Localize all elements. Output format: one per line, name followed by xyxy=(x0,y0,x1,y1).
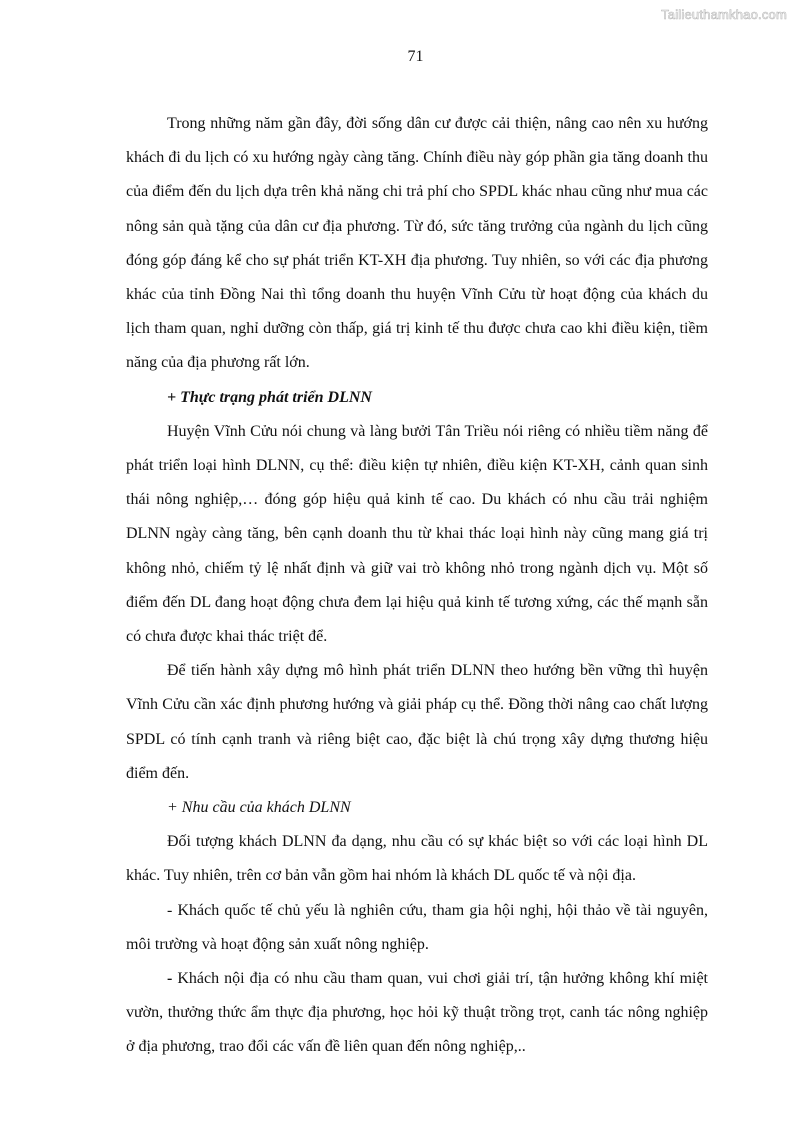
heading-tourist-demand: + Nhu cầu của khách DLNN xyxy=(167,799,351,817)
watermark-text: Tailieuthamkhao.com xyxy=(661,7,787,22)
domestic-tourists-text: Khách nội địa có nhu cầu tham quan, vui chơi giải trí, tận hưởng không khí miệt vườn, thưởng thức ẩm thực địa phương, học hỏi kỹ thuật trồng trọt, canh tác nông nghiệp ở địa phương, trao đổi các vấn đề liên quan đến nông nghiệp,.. xyxy=(126,970,708,1056)
paragraph-international-tourists: - Khách quốc tế chủ yếu là nghiên cứu, tham gia hội nghị, hội thảo về tài nguyên, môi trường và hoạt động sản xuất nông nghiệp. xyxy=(126,901,708,953)
paragraph-sustainable-model: Để tiến hành xây dựng mô hình phát triển DLNN theo hướng bền vững thì huyện Vĩnh Cửu cần xác định phương hướng và giải pháp cụ thể. Đồng thời nâng cao chất lượng SPDL có tính cạnh tranh và riêng biệt cao, đặc biệt là chú trọng xây dựng thương hiệu điểm đến. xyxy=(126,662,708,782)
document-body xyxy=(126,107,708,1065)
paragraph-tourist-types: Đối tượng khách DLNN đa dạng, nhu cầu có sự khác biệt so với các loại hình DL khác. Tuy nhiên, trên cơ bản vẫn gồm hai nhóm là khách DL quốc tế và nội địa. xyxy=(126,833,708,885)
list-dash: - xyxy=(167,970,173,988)
paragraph-tourism-revenue: Trong những năm gần đây, đời sống dân cư được cải thiện, nâng cao nên xu hướng khách đi du lịch có xu hướng ngày càng tăng. Chính điều này góp phần gia tăng doanh thu của điểm đến du lịch dựa trên khả năng chi trả phí cho SPDL khác nhau cũng như mua các nông sản quà tặng của dân cư địa phương. Từ đó, sức tăng trưởng của ngành du lịch cũng đóng góp đáng kể cho sự phát triển KT-XH địa phương. Tuy nhiên, so với các địa phương khác của tỉnh Đồng Nai thì tổng doanh thu huyện Vĩnh Cửu từ hoạt động của khách du lịch tham quan, nghỉ dưỡng còn thấp, giá trị kinh tế thu được chưa cao khi điều kiện, tiềm năng của địa phương rất lớn. xyxy=(126,115,708,372)
paragraph-domestic-tourists xyxy=(126,962,708,1065)
paragraph-development-potential: Huyện Vĩnh Cửu nói chung và làng bưởi Tân Triều nói riêng có nhiều tiềm năng để phát triển loại hình DLNN, cụ thể: điều kiện tự nhiên, điều kiện KT-XH, cảnh quan sinh thái nông nghiệp,… đóng góp hiệu quả kinh tế cao. Du khách có nhu cầu trải nghiệm DLNN ngày càng tăng, bên cạnh doanh thu từ khai thác loại hình này cũng mang giá trị không nhỏ, chiếm tỷ lệ nhất định và giữ vai trò không nhỏ trong ngành dịch vụ. Một số điểm đến DL đang hoạt động chưa đem lại hiệu quả kinh tế tương xứng, các thế mạnh sẵn có chưa được khai thác triệt để. xyxy=(126,422,708,646)
page-number: 71 xyxy=(407,48,424,65)
heading-development-status: + Thực trạng phát triển DLNN xyxy=(167,388,372,406)
